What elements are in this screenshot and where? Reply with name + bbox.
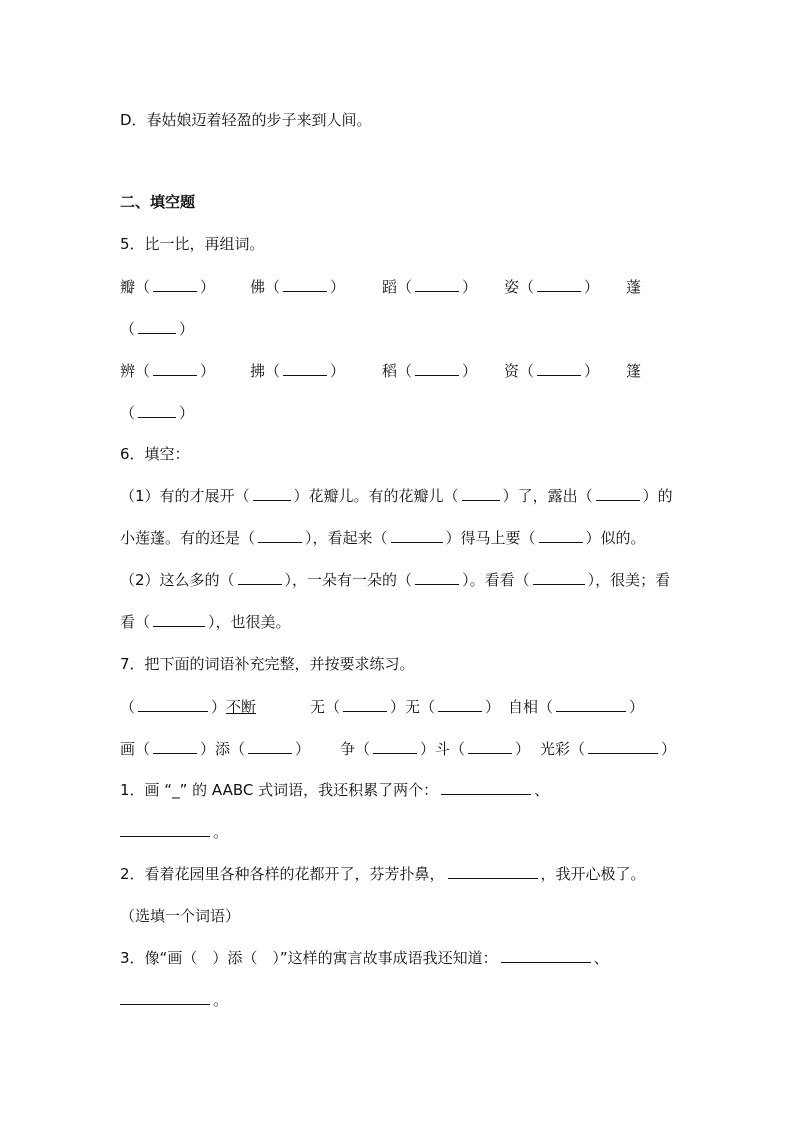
answer-blank[interactable] [153,277,197,292]
q5-item [120,276,215,297]
text: 光彩（ [540,740,586,758]
answer-blank[interactable] [120,990,210,1005]
q7-sub2-line1 [120,864,646,884]
text: ） [211,698,227,716]
q5-item [250,276,345,297]
answer-blank[interactable] [441,780,531,795]
paren: ） [462,278,478,296]
q6-p1-line2 [120,528,646,548]
q6-p1-line1 [120,486,673,506]
q7-sub3-line1 [120,948,609,968]
q7-sub2-line2: （选填一个词语） [120,907,241,925]
text: 。 [213,823,229,841]
text: 画（ [120,740,151,758]
answer-blank[interactable] [415,570,459,585]
paren: ） [330,362,346,380]
option-d: D．春姑娘迈着轻盈的步子来到人间。 [120,111,372,129]
paren: （ [135,362,151,380]
q5-item [250,360,345,381]
text: ） [661,740,677,758]
q5-char: 辨 [120,362,136,380]
text: 小莲蓬。有的还是（ [120,529,256,547]
q7-sub3-line2 [120,990,228,1010]
text: ）似的。 [585,529,646,547]
q7-word [120,738,310,759]
paren: （ [265,278,281,296]
text: ）花瓣儿。有的花瓣儿（ [293,487,459,505]
paren: （ [519,278,535,296]
answer-blank[interactable] [415,361,459,376]
text: 无（ [310,698,341,716]
answer-blank[interactable] [373,739,417,754]
answer-blank[interactable] [539,528,583,543]
q5-item [120,318,194,339]
text: ）得马上要（ [445,529,536,547]
text: ）斗（ [420,740,466,758]
paren: （ [397,278,413,296]
answer-blank[interactable] [462,486,500,501]
text: ） [485,698,501,716]
paren: ） [584,278,600,296]
text: ，我开心极了。 [540,865,646,883]
answer-blank[interactable] [391,528,443,543]
answer-blank[interactable] [138,319,176,334]
answer-blank[interactable] [596,486,640,501]
q5-char: 篷 [626,362,642,380]
q5-char: 佛 [250,278,266,296]
q6-p2-line2 [120,612,291,632]
q7-word [340,738,530,759]
q7-title: 7．把下面的词语补充完整，并按要求练习。 [120,655,415,673]
text: 、 [534,781,550,799]
paren: （ [519,362,535,380]
q5-char: 蓬 [626,278,642,296]
text: ），看起来（ [305,529,388,547]
answer-blank[interactable] [588,739,658,754]
text: ），一朵有一朵的（ [284,571,413,589]
text: ）的 [642,487,673,505]
paren: ） [584,362,600,380]
text: ）添（ [200,740,246,758]
answer-blank[interactable] [501,948,591,963]
q5-item [382,360,477,381]
q5-char: 瓣 [120,278,136,296]
text: （2）这么多的（ [120,571,235,589]
answer-blank[interactable] [343,697,387,712]
answer-blank[interactable] [283,361,327,376]
paren: ） [179,320,195,338]
answer-blank[interactable] [556,697,626,712]
paren: ） [330,278,346,296]
q5-item [120,360,215,381]
paren: ） [179,404,195,422]
answer-blank[interactable] [468,739,512,754]
q7-word [120,696,256,717]
text: ）。看看（ [462,571,530,589]
q5-char: 资 [504,362,520,380]
paren: （ [397,362,413,380]
answer-blank[interactable] [253,486,291,501]
answer-blank[interactable] [153,612,205,627]
paren: （ [265,362,281,380]
text: （1）有的才展开（ [120,487,250,505]
answer-blank[interactable] [448,864,538,879]
q7-word [540,738,676,759]
q5-char: 蹈 [382,278,398,296]
q5-item [382,276,477,297]
text: ），很美；看 [587,571,671,589]
paren: （ [120,320,136,338]
answer-blank[interactable] [153,739,197,754]
answer-blank[interactable] [120,822,210,837]
text: 争（ [340,740,371,758]
paren: ） [462,362,478,380]
q5-char: 姿 [504,278,520,296]
text: ） [295,740,311,758]
text: （ [120,698,136,716]
answer-blank[interactable] [415,277,459,292]
answer-blank[interactable] [153,361,197,376]
text: ），也很美。 [208,613,291,631]
q5-char: 稻 [382,362,398,380]
answer-blank[interactable] [248,739,292,754]
q6-title: 6．填空： [120,445,190,463]
q5-title: 5．比一比，再组词。 [120,235,265,253]
text: ） [515,740,531,758]
text: 、 [593,949,609,967]
q5-item [504,276,599,297]
text: 1．画 “_” 的 AABC 式词语，我还积累了两个： [120,781,439,799]
text: ） [629,698,645,716]
answer-blank[interactable] [138,697,208,712]
text: 。 [213,991,229,1009]
text: 看（ [120,613,151,631]
answer-blank[interactable] [283,277,327,292]
paren: ） [200,362,216,380]
section-title: 二、填空题 [120,193,196,211]
paren: ） [200,278,216,296]
paren: （ [135,278,151,296]
q5-char: 拂 [250,362,266,380]
answer-blank[interactable] [537,361,581,376]
q7-word [310,696,500,717]
q5-item [504,360,599,381]
text: 3．像“画（ ）添（ ）”这样的寓言故事成语我还知道： [120,949,498,967]
answer-blank[interactable] [438,697,482,712]
answer-blank[interactable] [533,570,585,585]
q7-sub1-line2 [120,822,228,842]
q7-sub1-line1 [120,780,549,800]
underlined-text: 不断 [226,698,257,716]
text: 自相（ [508,698,554,716]
answer-blank[interactable] [238,570,282,585]
text: ）了，露出（ [502,487,593,505]
answer-blank[interactable] [138,403,176,418]
answer-blank[interactable] [258,528,302,543]
answer-blank[interactable] [537,277,581,292]
paren: （ [120,404,136,422]
q7-word [508,696,644,717]
q6-p2-line1 [120,570,670,590]
q5-item [120,402,194,423]
text: ）无（ [390,698,436,716]
text: 2．看着花园里各种各样的花都开了，芬芳扑鼻， [120,865,445,883]
